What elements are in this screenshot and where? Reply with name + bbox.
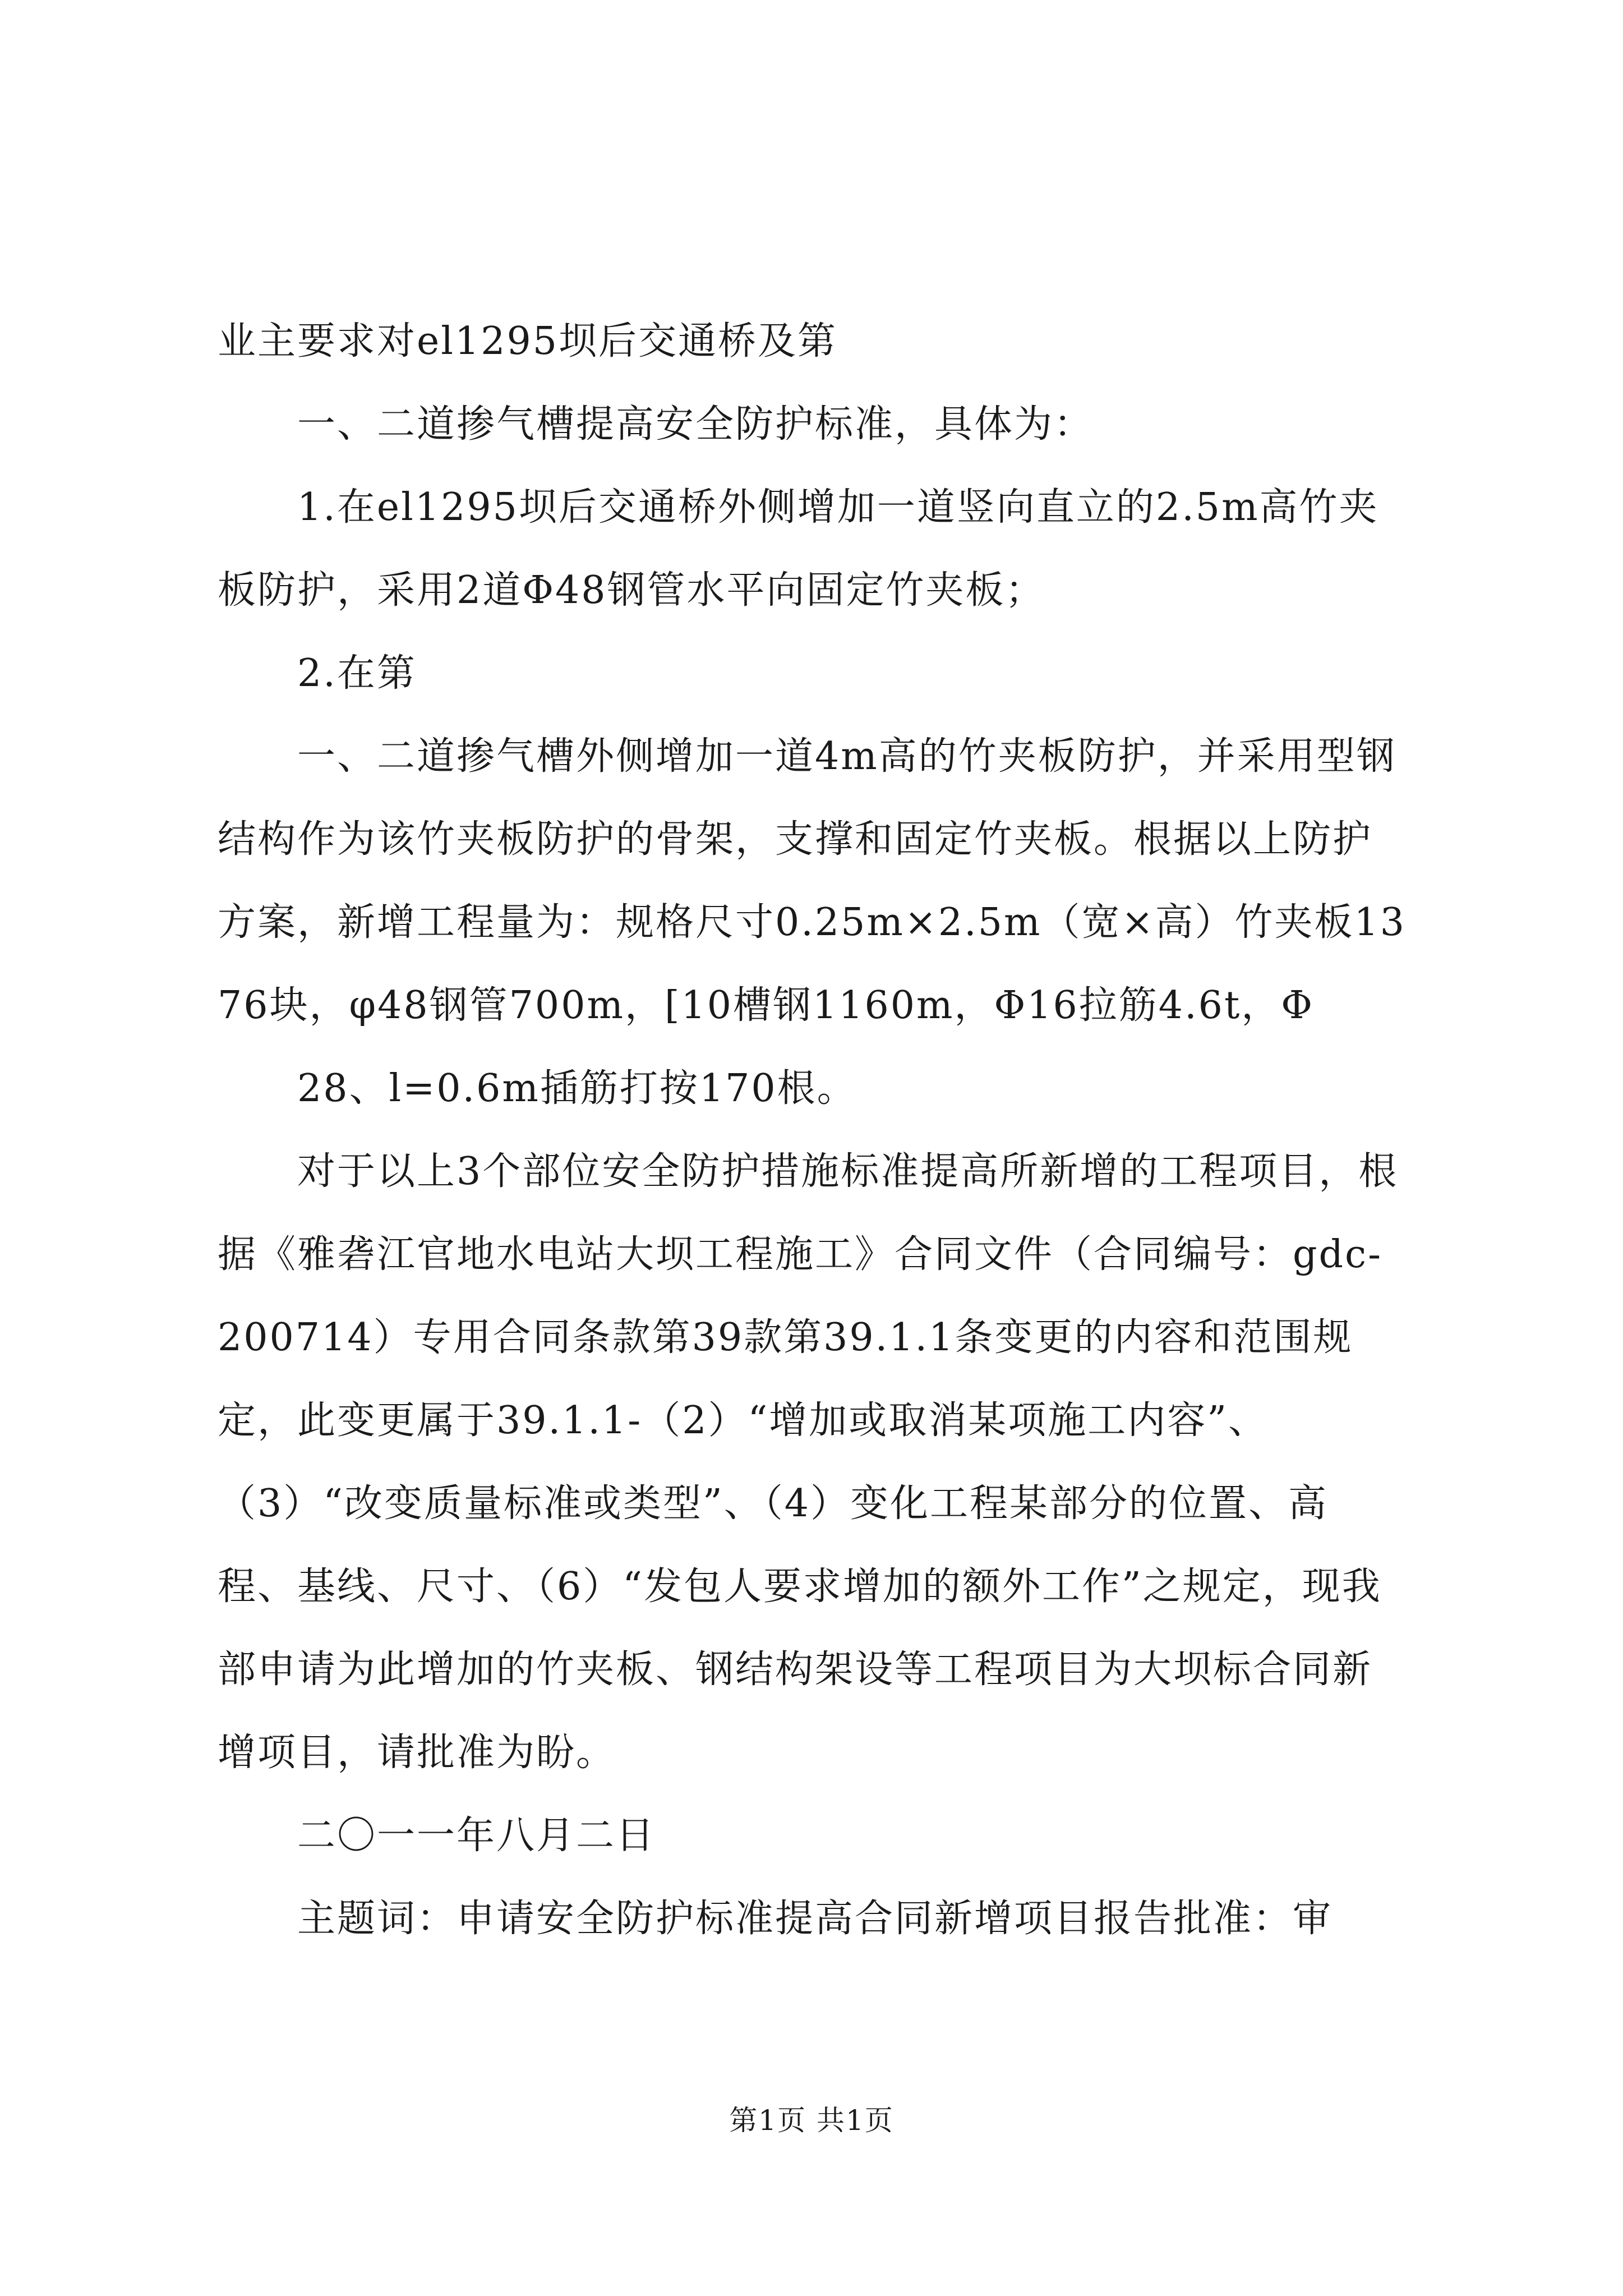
page-footer: 第1页 共1页 <box>729 2104 894 2137</box>
paragraph-item-2-detail: 一、二道掺气槽外侧增加一道4m高的竹夹板防护，并采用型钢结构作为该竹夹板防护的骨架，支撑和固定竹夹板。根据以上防护方案，新增工程量为：规格尺寸0.25m×2.5m（宽×高）竹夹板1376块，φ48钢管700m，[10槽钢1160m，Φ16拉筋4.6t，Φ <box>218 734 1406 1028</box>
paragraph-keywords: 主题词：申请安全防护标准提高合同新增项目报告批准：审 <box>297 1897 1333 1941</box>
paragraph-intro: 业主要求对el1295坝后交通桥及第 <box>218 319 838 364</box>
paragraph-item-2: 2.在第 <box>297 651 417 696</box>
document-body <box>218 300 1407 1961</box>
paragraph-contract-basis: 对于以上3个部位安全防护措施标准提高所新增的工程项目，根据《雅砻江官地水电站大坝工程施工》合同文件（合同编号：gdc-200714）专用合同条款第39款第39.1.1条变更的内容和范围规定，此变更属于39.1.1-（2）“增加或取消某项施工内容”、（3）“改变质量标准或类型”、（4）变化工程某部分的位置、高程、基线、尺寸、（6）“发包人要求增加的额外工作”之规定，现我部申请为此增加的竹夹板、钢结构架设等工程项目为大坝标合同新增项目，请批准为盼。 <box>218 1149 1399 1775</box>
paragraph-date: 二〇一一年八月二日 <box>297 1814 656 1858</box>
paragraph-rebar: 28、l=0.6m插筋打按170根。 <box>297 1066 857 1111</box>
paragraph-item-1: 1.在el1295坝后交通桥外侧增加一道竖向直立的2.5m高竹夹板防护，采用2道Φ48钢管水平向固定竹夹板； <box>218 485 1379 613</box>
paragraph-standard-heading: 一、二道掺气槽提高安全防护标准，具体为： <box>297 402 1094 447</box>
